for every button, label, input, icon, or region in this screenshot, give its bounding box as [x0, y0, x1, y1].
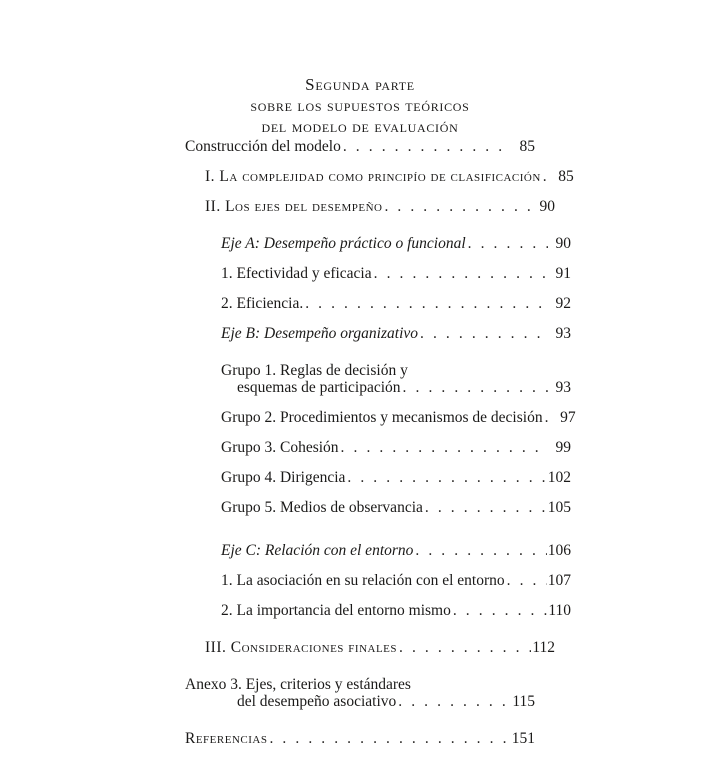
- toc-entry-grupo-3[interactable]: [221, 439, 571, 456]
- leader-dots: [374, 265, 548, 282]
- toc-entry-consideraciones-finales[interactable]: [205, 639, 555, 656]
- toc-entry-page: 90: [539, 198, 555, 215]
- toc-entry-label: 1. Efectividad y eficacia: [221, 265, 372, 282]
- toc-entry-label: Grupo 2. Procedimientos y mecanismos de decisión: [221, 409, 543, 426]
- toc-entry-label: 2. La importancia del entorno mismo: [221, 602, 451, 619]
- leader-dots: [507, 572, 547, 589]
- toc-entry-label: Anexo 3. Ejes, criterios y estándares: [185, 676, 411, 693]
- toc-entry-label: 2. Eficiencia.: [221, 295, 304, 312]
- leader-dots: [420, 325, 548, 342]
- leader-dots: [343, 138, 512, 155]
- toc-entry-grupo-4[interactable]: [221, 469, 571, 486]
- toc-entry-eje-c[interactable]: [221, 542, 571, 559]
- toc-entry-grupo-1[interactable]: [221, 362, 571, 396]
- toc-entry-page: 110: [548, 602, 571, 619]
- toc-entry-page: 93: [555, 379, 571, 396]
- leader-dots: [341, 439, 548, 456]
- toc-entry-label: Eje B: Desempeño organizativo: [221, 325, 419, 342]
- toc-entry-eje-a[interactable]: [221, 235, 571, 252]
- toc-entry-page: 92: [555, 295, 571, 312]
- leader-dots: [305, 295, 548, 312]
- leader-dots: [347, 469, 546, 486]
- toc-entry-referencias[interactable]: [185, 730, 535, 747]
- toc-entry-label: Grupo 5. Medios de observancia: [221, 499, 423, 516]
- leader-dots: [468, 235, 548, 252]
- toc-entry-label: Grupo 1. Reglas de decisión y: [221, 362, 408, 379]
- toc-entry-label: Referencias: [185, 730, 268, 747]
- toc-entry-grupo-5[interactable]: [221, 499, 571, 516]
- toc-entry-page: 90: [555, 235, 571, 252]
- toc-entry-efectividad-y-eficacia[interactable]: [221, 265, 571, 282]
- part-title-line-1: Segunda parte: [305, 75, 415, 94]
- toc-entry-page: 91: [555, 265, 571, 282]
- toc-entry-la-asociacion[interactable]: [221, 572, 571, 589]
- toc-entry-grupo-2[interactable]: [221, 409, 576, 426]
- toc-entry-label: 1. La asociación en su relación con el entorno: [221, 572, 505, 589]
- toc-entry-label: Grupo 4. Dirigencia: [221, 469, 346, 486]
- leader-dots: [415, 542, 546, 559]
- toc-entry-page: 97: [560, 409, 576, 426]
- toc-entry-label: Construcción del modelo: [185, 138, 341, 155]
- toc-entry-label-continued: del desempeño asociativo: [237, 693, 397, 710]
- table-of-contents: [185, 138, 576, 760]
- leader-dots: [398, 693, 511, 710]
- toc-entry-page: 107: [547, 572, 571, 589]
- toc-entry-page: 151: [511, 730, 535, 747]
- toc-entry-page: 85: [519, 138, 535, 155]
- toc-entry-label-continued: esquemas de participación: [237, 379, 401, 396]
- toc-entry-construccion-del-modelo[interactable]: [185, 138, 535, 155]
- toc-entry-page: 93: [555, 325, 571, 342]
- toc-entry-label: III. Consideraciones finales: [205, 639, 398, 656]
- toc-entry-page: 106: [547, 542, 571, 559]
- toc-entry-la-importancia-del-entorno[interactable]: [221, 602, 571, 619]
- leader-dots: [269, 730, 510, 747]
- leader-dots: [543, 168, 551, 185]
- toc-entry-la-complejidad[interactable]: [205, 168, 574, 185]
- toc-entry-label: I. La complejidad como principío de clasificación: [205, 168, 541, 185]
- toc-entry-page: 115: [512, 693, 535, 710]
- part-title-line-3: del modelo de evaluación: [261, 117, 459, 136]
- toc-entry-page: 85: [558, 168, 574, 185]
- toc-entry-label: Eje A: Desempeño práctico o funcional: [221, 235, 466, 252]
- toc-entry-eficiencia[interactable]: [221, 295, 571, 312]
- leader-dots: [453, 602, 547, 619]
- toc-entry-page: 99: [555, 439, 571, 456]
- toc-entry-los-ejes-del-desempeno[interactable]: [205, 198, 555, 215]
- leader-dots: [545, 409, 553, 426]
- toc-entry-label: Grupo 3. Cohesión: [221, 439, 339, 456]
- leader-dots: [399, 639, 531, 656]
- leader-dots: [384, 198, 532, 215]
- leader-dots: [425, 499, 547, 516]
- toc-entry-label: Eje C: Relación con el entorno: [221, 542, 414, 559]
- toc-entry-page: 105: [547, 499, 571, 516]
- part-title-block: [0, 74, 720, 137]
- toc-entry-label: II. Los ejes del desempeño: [205, 198, 383, 215]
- toc-entry-anexo-3[interactable]: [185, 676, 535, 710]
- toc-entry-page: 102: [547, 469, 571, 486]
- part-title-line-2: sobre los supuestos teóricos: [250, 96, 470, 115]
- toc-entry-eje-b[interactable]: [221, 325, 571, 342]
- toc-entry-page: 112: [532, 639, 555, 656]
- leader-dots: [403, 379, 548, 396]
